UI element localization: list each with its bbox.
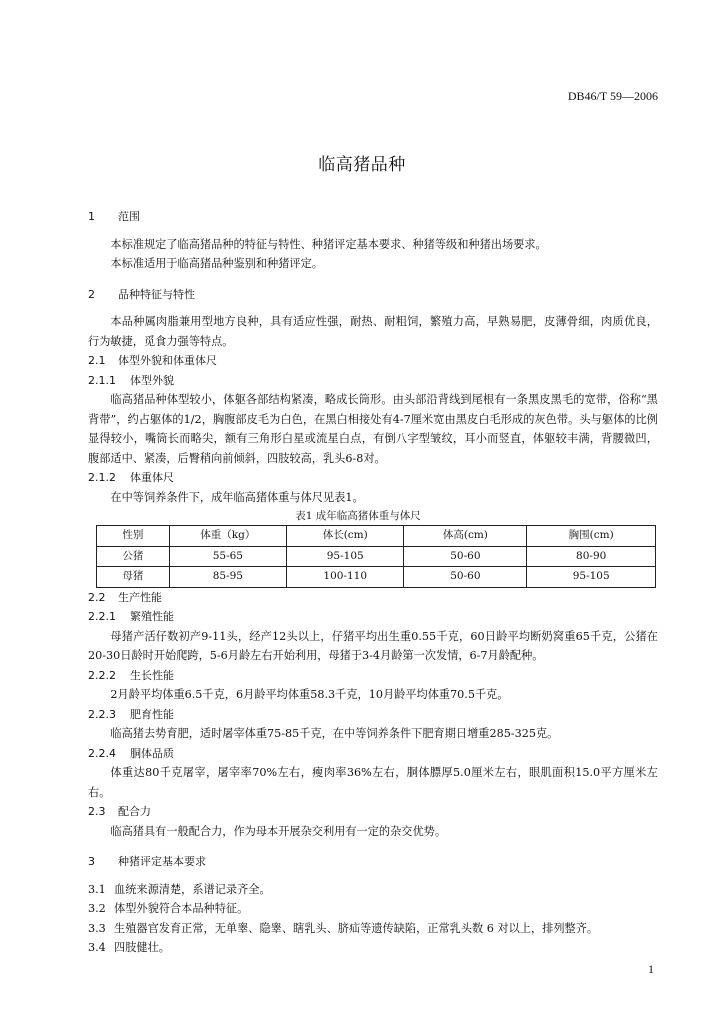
section-title: 繁殖性能 <box>130 610 174 623</box>
section-title: 配合力 <box>118 805 151 818</box>
section-number: 2.2.1 <box>88 610 116 623</box>
document-body <box>88 207 658 958</box>
paragraph: 本品种属肉脂兼用型地方良种，具有适应性强，耐热、耐粗饲，繁殖力高，早熟易肥，皮薄骨细，肉质优良，行为敏捷，觅食力强等特点。 <box>88 315 658 348</box>
table-header-cell: 体高(cm) <box>404 526 527 547</box>
section-3-heading <box>88 852 658 872</box>
item-number: 3.4 <box>88 941 106 954</box>
table-header-cell: 性别 <box>97 526 170 547</box>
list-item <box>88 899 658 919</box>
table-cell: 95-105 <box>287 546 404 567</box>
item-text: 生殖器官发育正常，无单睾、隐睾、瞎乳头、脐疝等遗传缺陷，正常乳头数 6 对以上，排列整齐。 <box>114 921 599 935</box>
table-cell: 55-65 <box>169 546 286 567</box>
section-1-heading <box>88 207 658 227</box>
paragraph: 临高猪去势育肥，适时屠宰体重75-85千克，在中等饲养条件下肥育期日增重285-325克。 <box>110 727 559 740</box>
table-cell: 80-90 <box>527 546 656 567</box>
body-size-table <box>96 525 656 588</box>
section-title: 范围 <box>118 210 140 223</box>
table-cell: 85-95 <box>169 567 286 588</box>
table-cell: 公猪 <box>97 546 170 567</box>
section-title: 胴体品质 <box>130 746 174 760</box>
section-title: 生长性能 <box>130 668 174 682</box>
section-title: 体重体尺 <box>130 471 174 484</box>
standard-number: DB46/T 59—2006 <box>567 89 658 103</box>
table-cell: 100-110 <box>287 567 404 588</box>
item-number: 3.1 <box>88 882 106 896</box>
subsection-heading <box>88 744 658 764</box>
section-title: 体型外貌和体重体尺 <box>118 354 217 367</box>
list-item <box>88 919 658 939</box>
paragraph: 体重达80千克屠宰，屠宰率70%左右，瘦肉率36%左右，胴体膘厚5.0厘米左右，眼肌面积15.0平方厘米左右。 <box>88 766 658 799</box>
section-number: 2.3 <box>88 805 106 818</box>
section-title: 生产性能 <box>118 590 162 604</box>
table-caption: 表1 成年临高猪体重与体尺 <box>295 510 421 522</box>
subsection-heading <box>88 351 658 371</box>
table-header-cell: 体重（kg） <box>169 526 286 547</box>
section-number: 3 <box>88 855 95 868</box>
section-number: 2.2 <box>88 590 106 604</box>
item-text: 四肢健壮。 <box>114 941 170 954</box>
section-number: 1 <box>88 210 95 223</box>
table-row <box>97 546 656 567</box>
section-2-heading <box>88 285 658 305</box>
subsection-heading <box>88 705 658 725</box>
paragraph: 本标准适用于临高猪品种鉴别和种猪评定。 <box>110 257 323 270</box>
item-number: 3.2 <box>88 902 106 915</box>
item-number: 3.3 <box>88 921 106 935</box>
subsection-heading <box>88 371 658 391</box>
paragraph: 在中等饲养条件下，成年临高猪体重与体尺见表1。 <box>110 490 364 504</box>
document-title: 临高猪品种 <box>318 155 406 175</box>
section-number: 2.2.2 <box>88 668 116 682</box>
subsection-heading <box>88 468 658 488</box>
paragraph: 2月龄平均体重6.5千克，6月龄平均体重58.3千克，10月龄平均体重70.5千克。 <box>110 688 509 701</box>
section-number: 2.2.3 <box>88 707 116 721</box>
page-number: 1 <box>648 962 654 976</box>
item-text: 血统来源清楚，系谱记录齐全。 <box>114 882 271 896</box>
section-title: 体型外貌 <box>130 373 174 387</box>
section-number: 2.1.2 <box>88 471 116 484</box>
section-number: 2.1 <box>88 354 106 367</box>
paragraph: 临高猪具有一般配合力，作为母本开展杂交利用有一定的杂交优势。 <box>110 824 447 838</box>
table-cell: 50-60 <box>404 567 527 588</box>
subsection-heading <box>88 666 658 686</box>
table-cell: 50-60 <box>404 546 527 567</box>
table-row <box>97 567 656 588</box>
list-item <box>88 938 658 958</box>
section-number: 2 <box>88 287 95 301</box>
section-title: 品种特征与特性 <box>118 287 195 301</box>
section-title: 肥育性能 <box>130 707 174 721</box>
subsection-heading <box>88 607 658 627</box>
paragraph: 本标准规定了临高猪品种的特征与特性、种猪评定基本要求、种猪等级和种猪出场要求。 <box>110 237 547 251</box>
subsection-heading <box>88 588 658 608</box>
subsection-heading <box>88 802 658 822</box>
paragraph: 临高猪品种体型较小，体躯各部结构紧凑，略成长筒形。由头部沿背线到尾根有一条黑皮黑毛的宽带，俗称“黑背带”，约占躯体的1/2，胸腹部皮毛为白色，在黑白相接处有4-7厘米宽由黑皮白毛形成的灰色带。头与躯体的比例显得较小，嘴筒长而略尖，额有三角形白星或流星白点，有倒八字型皱纹，耳小而竖直，体躯较丰满，背腰微凹，腹部适中、紧凑，后臀稍向前倾斜，四肢较高，乳头6-8对。 <box>88 393 658 465</box>
table-cell: 母猪 <box>97 567 170 588</box>
item-text: 体型外貌符合本品种特征。 <box>114 902 249 915</box>
section-number: 2.2.4 <box>88 746 116 760</box>
section-number: 2.1.1 <box>88 373 116 387</box>
table-cell: 95-105 <box>527 567 656 588</box>
table-header-row <box>97 526 656 547</box>
paragraph: 母猪产活仔数初产9-11头，经产12头以上，仔猪平均出生重0.55千克，60日龄平均断奶窝重65千克，公猪在20-30日龄时开始爬跨，5-6月龄左右开始利用，母猪于3-4月龄第一次发情，6-7月龄配种。 <box>88 629 658 662</box>
section-title: 种猪评定基本要求 <box>118 855 206 868</box>
table-header-cell: 体长(cm) <box>287 526 404 547</box>
list-item <box>88 880 658 900</box>
table-header-cell: 胸围(cm) <box>527 526 656 547</box>
